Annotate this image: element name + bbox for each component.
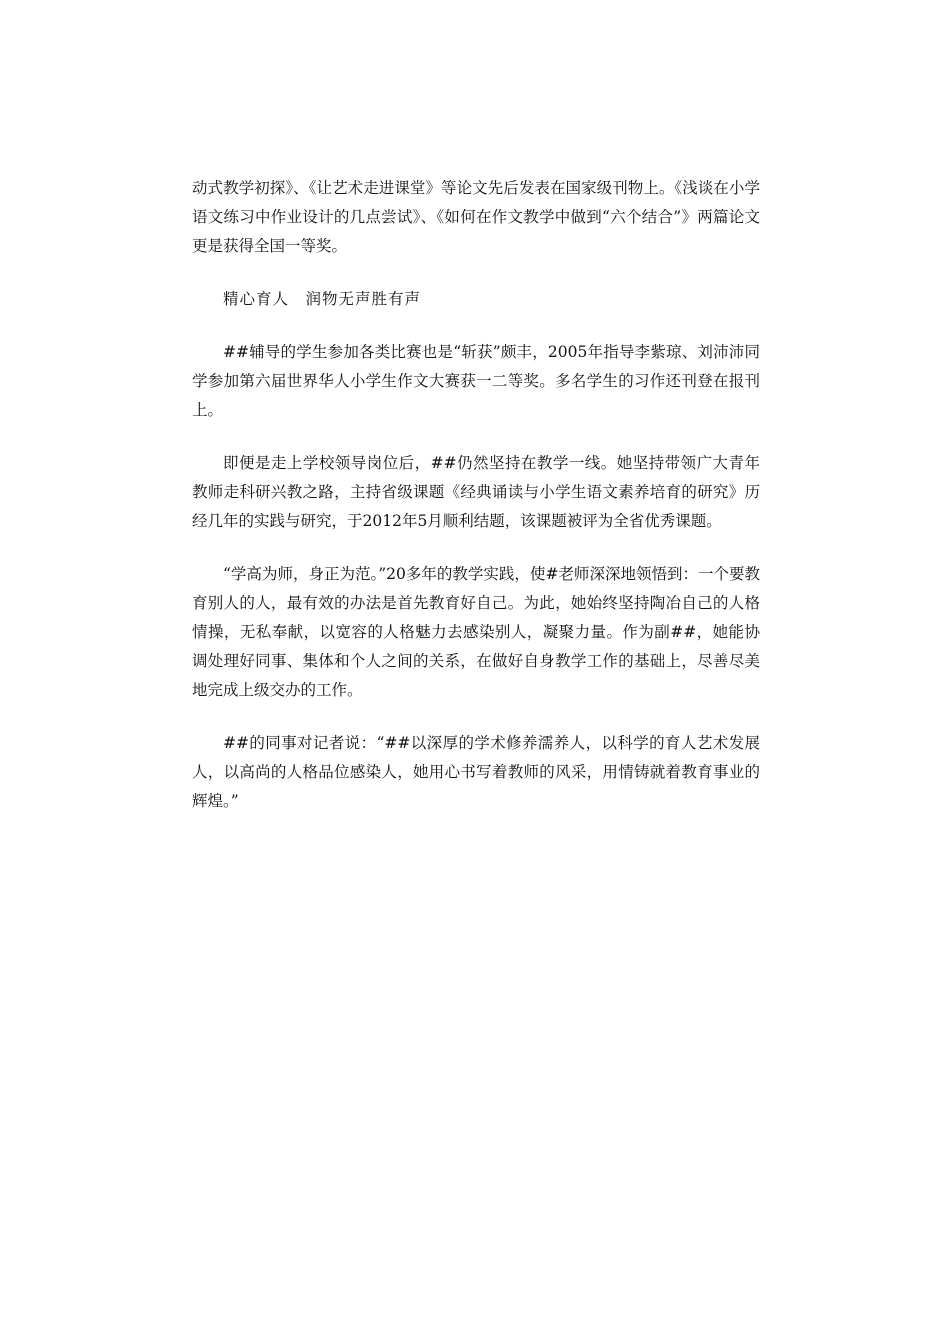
paragraph: ##辅导的学生参加各类比赛也是“斩获”颇丰，2005年指导李紫琼、刘沛沛同学参加第六届世界华人小学生作文大赛获一二等奖。多名学生的习作还刊登在报刊上。 — [192, 343, 760, 419]
document-body — [192, 174, 760, 840]
paragraph: ##的同事对记者说：“##以深厚的学术修养濡养人，以科学的育人艺术发展人，以高尚的人格品位感染人，她用心书写着教师的风采，用情铸就着教育事业的辉煌。” — [192, 734, 760, 810]
paragraph: “学高为师，身正为范。”20多年的教学实践，使#老师深深地领悟到：一个要教育别人的人，最有效的办法是首先教育好自己。为此，她始终坚持陶冶自己的人格情操，无私奉献，以宽容的人格魅力去感染别人，凝聚力量。作为副##，她能协调处理好同事、集体和个人之间的关系，在做好自身教学工作的基础上，尽善尽美地完成上级交办的工作。 — [192, 565, 760, 699]
section-heading: 精心育人 润物无声胜有声 — [223, 290, 422, 308]
paragraph-continued: 动式教学初探》、《让艺术走进课堂》等论文先后发表在国家级刊物上。《浅谈在小学语文练习中作业设计的几点尝试》、《如何在作文教学中做到“六个结合”》两篇论文更是获得全国一等奖。 — [192, 179, 760, 255]
paragraph: 即便是走上学校领导岗位后，##仍然坚持在教学一线。她坚持带领广大青年教师走科研兴教之路，主持省级课题《经典诵读与小学生语文素养培育的研究》历经几年的实践与研究，于2012年5月顺利结题，该课题被评为全省优秀课题。 — [192, 454, 760, 530]
